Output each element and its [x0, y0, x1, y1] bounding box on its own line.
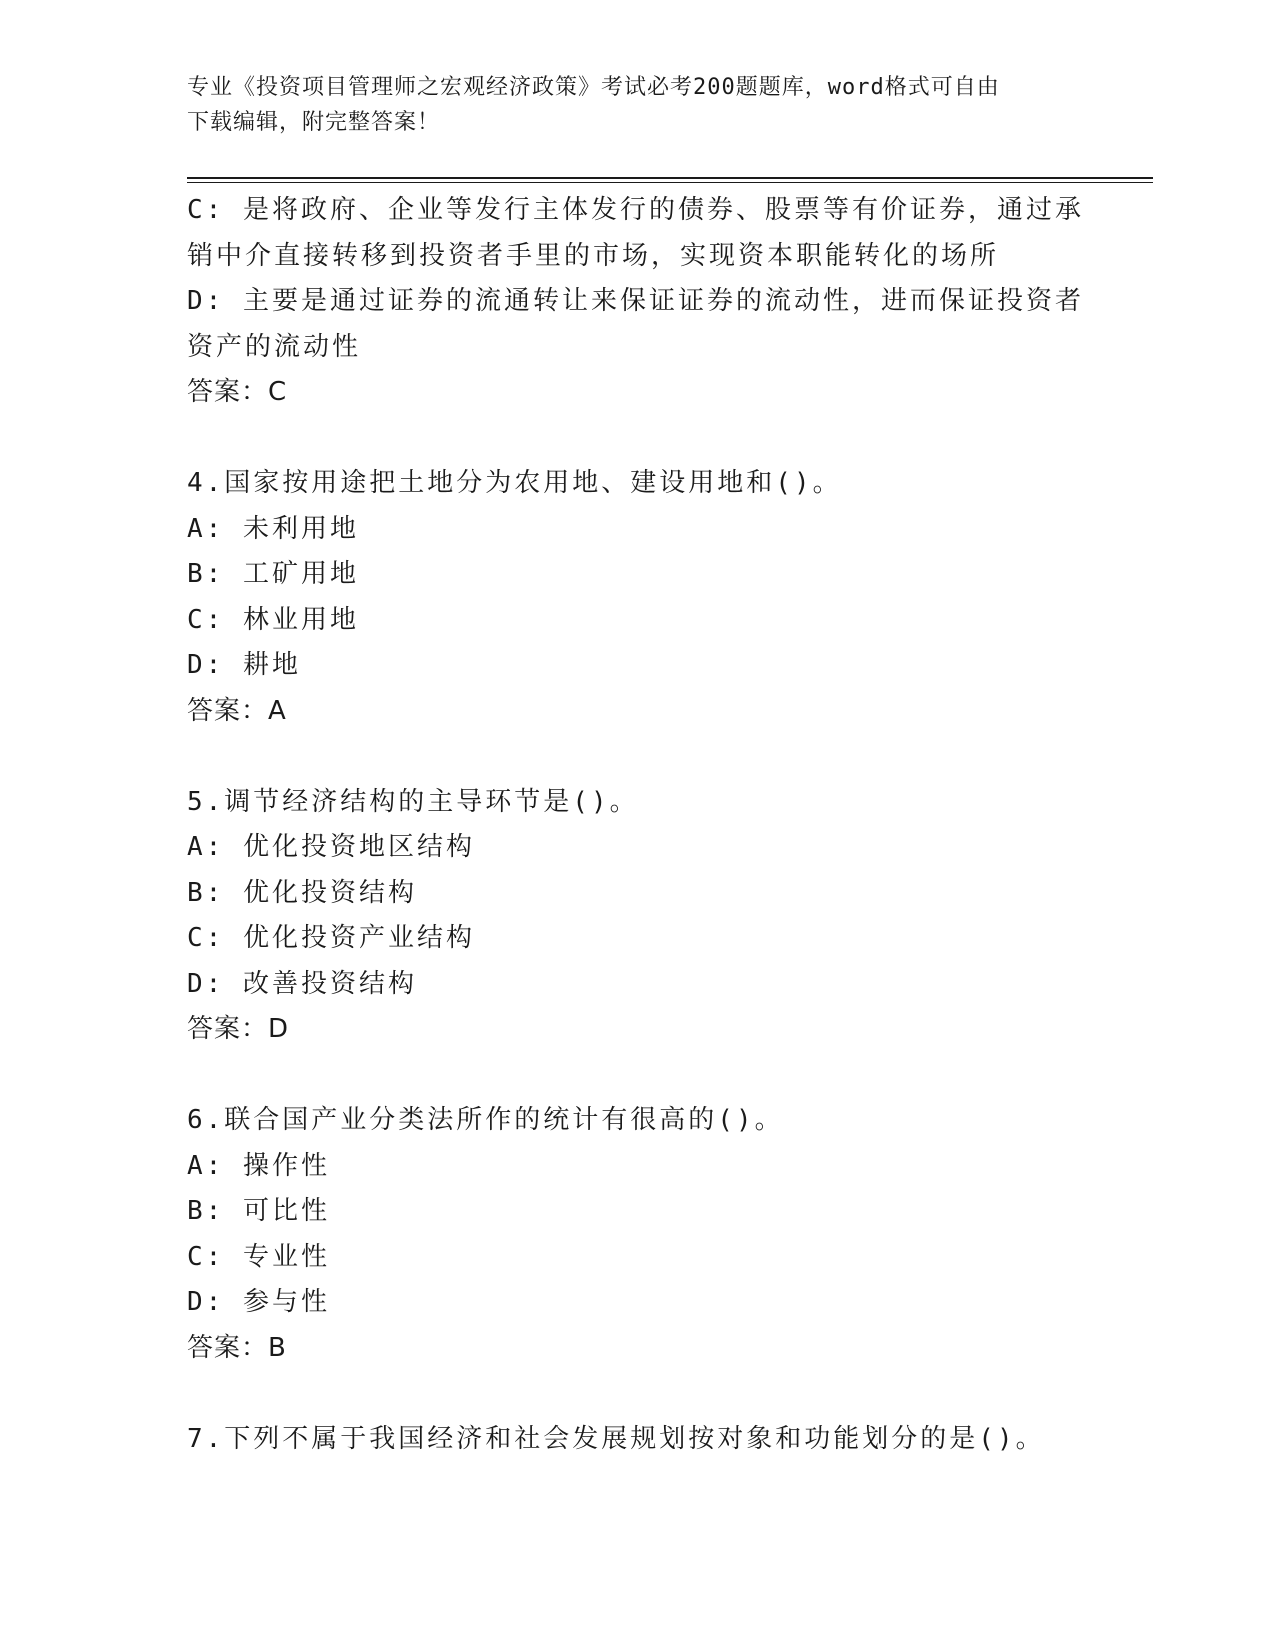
option-c-line-1: C: 是将政府、企业等发行主体发行的债券、股票等有价证券，通过承: [187, 195, 1084, 225]
question-text: 6.联合国产业分类法所作的统计有很高的()。: [187, 1105, 784, 1135]
header-divider-thick: [187, 177, 1153, 179]
option-d-line-1: D: 主要是通过证券的流通转让来保证证券的流动性，进而保证投资者: [187, 286, 1084, 316]
question-6: [187, 1098, 1087, 1371]
option-c: C: 专业性: [187, 1241, 330, 1272]
header-line-2: 下载编辑，附完整答案！: [187, 110, 441, 135]
option-a: A: 操作性: [187, 1150, 330, 1181]
answer: 答案：B: [187, 1332, 287, 1363]
answer: 答案：C: [187, 377, 288, 407]
option-d: D: 参与性: [187, 1287, 330, 1317]
option-b: B: 可比性: [187, 1196, 330, 1226]
option-d-line-2: 资产的流动性: [187, 331, 362, 362]
question-3-tail: [187, 188, 1087, 416]
question-text: 7.下列不属于我国经济和社会发展规划按对象和功能划分的是()。: [187, 1423, 1045, 1454]
header-divider-thin: [187, 182, 1153, 183]
answer: 答案：D: [187, 1014, 290, 1044]
question-7: [187, 1417, 1087, 1463]
question-text: 5.调节经济结构的主导环节是()。: [187, 786, 639, 817]
spacer: [187, 416, 1087, 462]
spacer: [187, 1053, 1087, 1099]
answer: 答案：A: [187, 695, 287, 726]
document-header: [187, 70, 1067, 140]
spacer: [187, 734, 1087, 780]
option-a: A: 优化投资地区结构: [187, 832, 475, 862]
option-d: D: 耕地: [187, 650, 301, 680]
option-c: C: 林业用地: [187, 604, 359, 635]
question-4: [187, 461, 1087, 734]
question-text: 4.国家按用途把土地分为农用地、建设用地和()。: [187, 468, 842, 498]
option-b: B: 优化投资结构: [187, 877, 417, 908]
option-c: C: 优化投资产业结构: [187, 923, 475, 953]
header-line-1: 专业《投资项目管理师之宏观经济政策》考试必考200题题库，word格式可自由: [187, 75, 1000, 100]
option-c-line-2: 销中介直接转移到投资者手里的市场，实现资本职能转化的场所: [187, 240, 1000, 271]
question-5: [187, 780, 1087, 1053]
question-content: [187, 188, 1087, 1462]
spacer: [187, 1371, 1087, 1417]
option-b: B: 工矿用地: [187, 559, 359, 589]
option-a: A: 未利用地: [187, 513, 359, 544]
option-d: D: 改善投资结构: [187, 968, 417, 999]
